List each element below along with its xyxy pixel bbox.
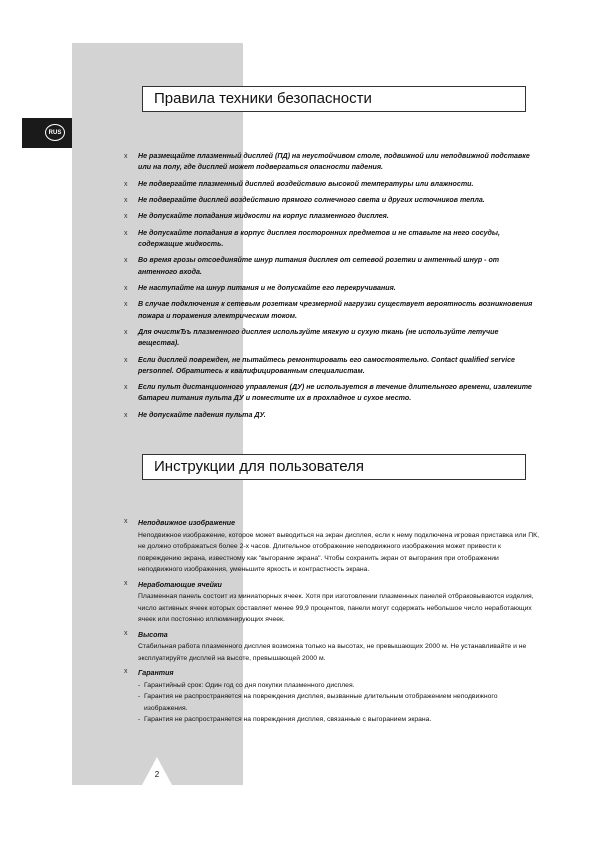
safety-rules-list	[120, 151, 535, 426]
safety-rule	[120, 195, 535, 206]
instruction-heading: Неработающие ячейки	[138, 580, 222, 589]
bullet-mark: x	[124, 579, 128, 587]
bullet-mark: x	[124, 153, 128, 160]
safety-rule-text: Во время грозы отсоединяйте шнур питания дисплея от сетевой розетки и антенный шнур - от антенного входа.	[138, 256, 500, 276]
instruction-heading: Неподвижное изображение	[138, 519, 236, 527]
instruction-item	[120, 630, 540, 665]
safety-rule-text: Не допускайте попадания жидкости на корпус плазменного дисплея.	[138, 212, 389, 221]
safety-rule-text: Не подвергайте дисплей воздействию прямого солнечного света и других источников тепла.	[138, 195, 485, 204]
bullet-mark: x	[124, 229, 128, 237]
instruction-heading: Гарантия	[138, 669, 174, 677]
safety-rule	[120, 255, 535, 277]
safety-rule	[120, 382, 535, 404]
safety-rule	[120, 410, 535, 421]
safety-section-title: Правила техники безопасности	[142, 86, 526, 112]
bullet-mark: x	[124, 411, 128, 419]
safety-rule-text: Если пульт дистанционного управления (ДУ) не используется в течение длительного времени, извлеките батареи питания пульта ДУ и поместите их в прохладное и сухое место.	[138, 383, 532, 403]
safety-rule	[120, 327, 535, 349]
instruction-item	[120, 668, 540, 726]
dash-mark: -	[138, 681, 141, 689]
bullet-mark: x	[124, 213, 128, 221]
safety-rule-text: Не допускайте падения пульта ДУ.	[138, 410, 266, 419]
bullet-mark: x	[124, 284, 128, 292]
warranty-item	[138, 680, 540, 692]
safety-rule-text: Не допускайте попадания в корпус дисплея посторонних предметов и не ставьте на него сосуды, содержащие жидкость.	[138, 228, 500, 248]
instruction-item	[120, 518, 540, 576]
warranty-item-text: Гарантия не распространяется на повреждения дисплея, связанные с выгоранием экрана.	[144, 716, 432, 723]
warranty-sublist	[138, 680, 540, 726]
bullet-mark: x	[124, 384, 128, 392]
warranty-item-text: Гарантийный срок: Один год со дня покупки плазменного дисплея.	[144, 681, 355, 689]
bullet-mark: x	[124, 328, 128, 336]
safety-rule-text: Для очисткЂъ плазменного дисплея используйте мягкую и сухую ткань (не используйте летучие вещества).	[138, 327, 499, 348]
instruction-body: Неподвижное изображение, которое может выводиться на экран дисплея, если к нему подключена игровая приставка или ПК, не должно отображаться более 2-х часов. Длительное отображение неподвижного изображения может привести к повреждению экрана, известному как "выгорание экрана". Чтобы сохранить экран от выгорания при отображении неподвижного изображения, уменьшите яркость и контрастность экрана.	[138, 531, 540, 573]
safety-rule	[120, 151, 535, 173]
instruction-body: Стабильная работа плазменного дисплея возможна только на высотах, не превышающих 2000 м. Не устанавливайте и не эксплуатируйте дисплей на высоте, превышающей 2000 м.	[138, 643, 527, 662]
warranty-item	[138, 691, 540, 714]
warranty-item-text: Гарантия не распространяется на повреждения дисплея, вызванные длительным отображением неподвижного изображения.	[144, 693, 498, 712]
safety-rule-text: В случае подключения к сетевым розеткам чрезмерной нагрузки существует вероятность возникновения пожара и поражения электрическим током.	[138, 300, 533, 320]
bullet-mark: x	[124, 668, 128, 675]
safety-rule-text: Не подвергайте плазменный дисплей воздействию высокой температуры или влажности.	[138, 179, 474, 188]
bullet-mark: x	[124, 196, 128, 204]
dash-mark: -	[138, 716, 141, 723]
safety-rule-text: Если дисплей поврежден, не пытайтесь ремонтировать его самостоятельно. Contact qualified service personnel. Обратитесь к квалифицированным специалистам.	[138, 355, 515, 375]
safety-rule	[120, 179, 535, 190]
instructions-section-title: Инструкции для пользователя	[142, 454, 526, 480]
instruction-heading: Высота	[138, 630, 168, 639]
bullet-mark: x	[124, 257, 128, 265]
bullet-mark: x	[124, 518, 128, 525]
safety-rule	[120, 299, 535, 321]
instruction-body: Плазменная панель состоит из миниатюрных ячеек. Хотя при изготовлении плазменных панелей отбраковываются изделия, число активных ячеек которых составляет менее 99,9 процентов, панели могут содержать небольшое число неработающих ячеек или постоянно иллюминирующих ячеек.	[138, 593, 534, 623]
warranty-item	[138, 714, 540, 726]
instruction-item	[120, 580, 540, 626]
safety-rule	[120, 355, 535, 377]
instructions-list	[120, 518, 540, 730]
safety-rule-text: Не размещайте плазменный дисплей (ПД) на неустойчивом столе, подвижной или неподвижной подставке или на полу, где дисплей может подвергаться опасности падения.	[138, 152, 530, 172]
dash-mark: -	[138, 693, 141, 700]
safety-rule	[120, 283, 535, 294]
safety-rule	[120, 211, 535, 222]
bullet-mark: x	[124, 180, 128, 188]
bullet-mark: x	[124, 301, 128, 309]
language-badge: RUS	[45, 124, 65, 141]
bullet-mark: x	[124, 356, 128, 364]
safety-rule	[120, 228, 535, 250]
safety-rule-text: Не наступайте на шнур питания и не допускайте его перекручивания.	[138, 283, 396, 292]
page-number: 2	[154, 770, 160, 779]
bullet-mark: x	[124, 629, 128, 637]
